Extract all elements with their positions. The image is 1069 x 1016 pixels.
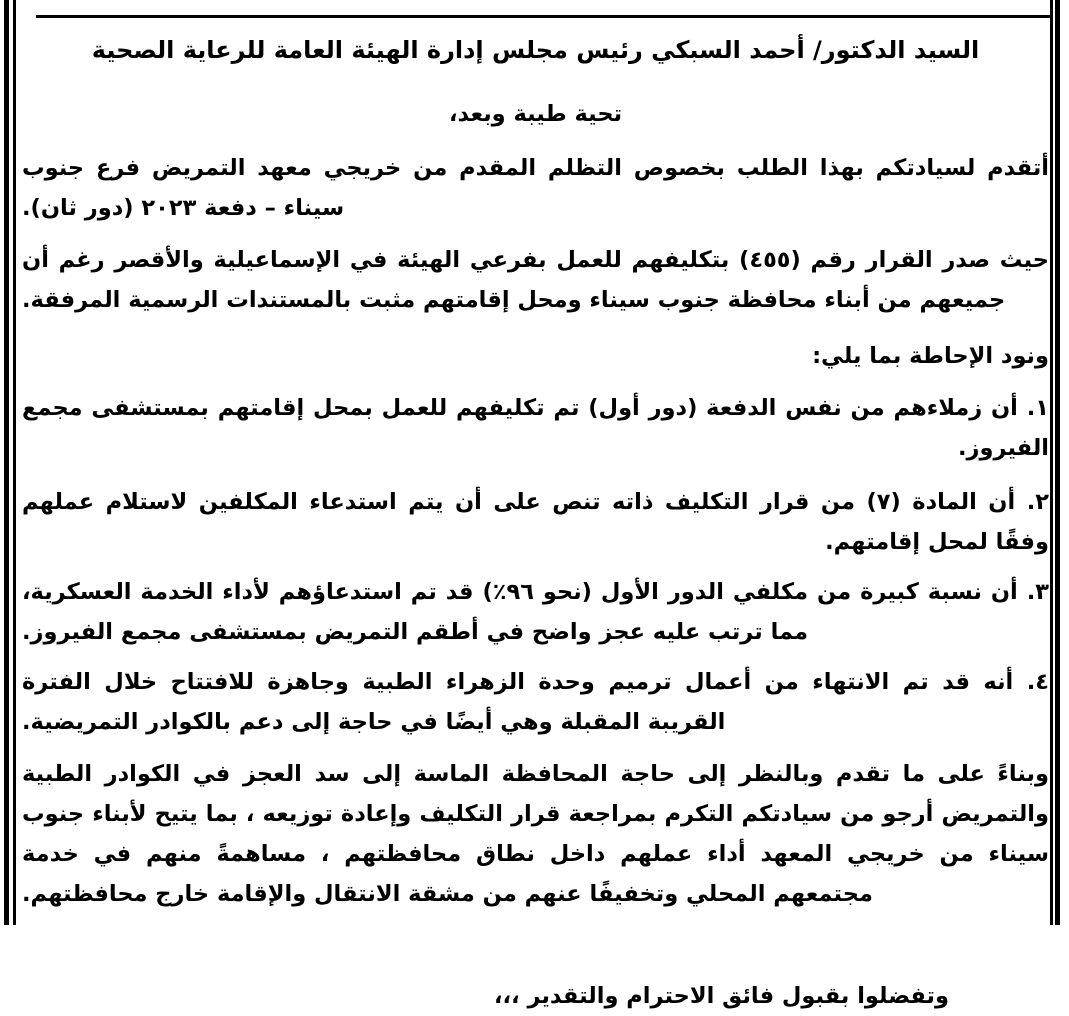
intro-paragraph: أتقدم لسيادتكم بهذا الطلب بخصوص التظلم المقدم من خريجي معهد التمريض فرع جنوب سيناء – دفعة ٢٠٢٣ (دور ثان).	[22, 155, 1049, 221]
addressee-line: السيد الدكتور/ أحمد السبكي رئيس مجلس إدارة الهيئة العامة للرعاية الصحية	[91, 36, 980, 64]
page-border-left-inner	[13, 0, 16, 925]
decree-paragraph: حيث صدر القرار رقم (٤٥٥) بتكليفهم للعمل بفرعي الهيئة في الإسماعيلية والأقصر رغم أن جميعهم من أبناء محافظة جنوب سيناء ومحل إقامتهم مثبت بالمستندات الرسمية المرفقة.	[22, 247, 1049, 313]
page-border-right-outer	[1055, 0, 1060, 925]
salutation-line: تحية طيبة وبعد،	[448, 101, 623, 127]
request-paragraph: وبناءً على ما تقدم وبالنظر إلى حاجة المحافظة الماسة إلى سد العجز في الكوادر الطبية والتمريض أرجو من سيادتكم التكرم بمراجعة قرار التكليف وإعادة توزيعه ، بما يتيح لأبناء جنوب سيناء من خريجي المعهد أداء عملهم داخل نطاق محافظتهم ، مساهمةً منهم في خدمة مجتمعهم المحلي وتخفيفًا عنهم من مشقة الانتقال والإقامة خارج محافظتهم.	[22, 761, 1049, 907]
notes-heading: ونود الإحاطة بما يلي:	[812, 343, 1049, 369]
page-border-left-outer	[4, 0, 9, 925]
note-item-4: ٤. أنه قد تم الانتهاء من أعمال ترميم وحدة الزهراء الطبية وجاهزة للافتتاح خلال الفترة القريبة المقبلة وهي أيضًا في حاجة إلى دعم بالكوادر التمريضية.	[22, 669, 1049, 735]
page-border-right-inner	[1050, 0, 1053, 925]
note-item-3: ٣. أن نسبة كبيرة من مكلفي الدور الأول (نحو ٩٦٪) قد تم استدعاؤهم لأداء الخدمة العسكرية، مما ترتب عليه عجز واضح في أطقم التمريض بمستشفى مجمع الفيروز.	[22, 579, 1049, 645]
note-item-2: ٢. أن المادة (٧) من قرار التكليف ذاته تنص على أن يتم استدعاء المكلفين لاستلام عملهم وفقًا لمحل إقامتهم.	[22, 489, 1049, 555]
letter-body	[22, 15, 1049, 1016]
closing-line: وتفضلوا بقبول فائق الاحترام والتقدير ،،،	[493, 983, 949, 1009]
note-item-1: ١. أن زملاءهم من نفس الدفعة (دور أول) تم تكليفهم للعمل بمحل إقامتهم بمستشفى مجمع الفيروز.	[22, 395, 1049, 461]
